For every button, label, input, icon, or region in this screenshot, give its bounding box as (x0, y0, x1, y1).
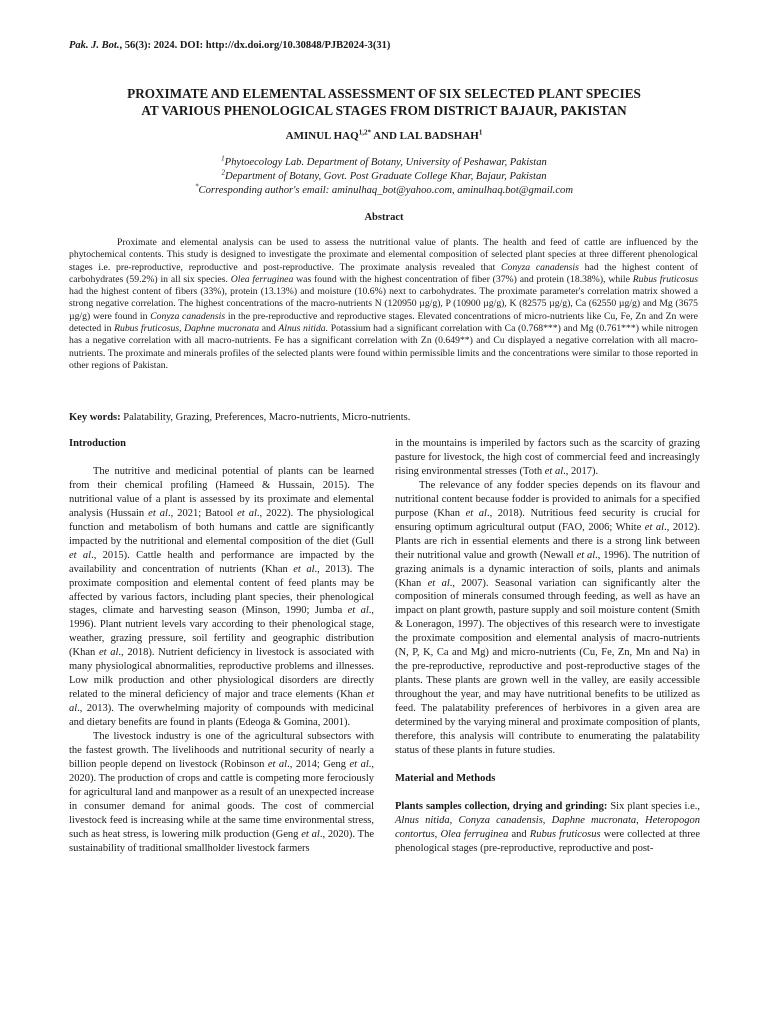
methods-subheading: Plants samples collection, drying and grinding: (395, 800, 608, 812)
methods-heading: Material and Methods (395, 772, 496, 784)
methods-paragraph-1: Plants samples collection, drying and grinding: Six plant species i.e., Alnus nitida, Conyza canadensis, Daphne mucronata, Heteropogon contortus, Olea ferruginea and Rubus fruticosus were collected at three phenological stages (pre-reproductive, reproductive and post- (395, 800, 701, 854)
keywords-list: Palatability, Grazing, Preferences, Macro-nutrients, Micro-nutrients. (120, 412, 411, 423)
abstract-heading: Abstract (364, 212, 404, 223)
right-column (395, 437, 700, 856)
introduction-heading: Introduction (69, 438, 126, 449)
intro-paragraph-3: The relevance of any fodder species depends on its flavour and nutritional content because fodder is provided to animals for a specified purpose (Khan et al., 2018). Nutritious feed security is crucial for ensuring optimum agricultural output (FAO, 2006; White et al., 2012). Plants are rich in essential elements and there is a strong link between their nutritional value and growth (Newall et al., 1996). The nutrition of grazing animals is a dynamic interaction of soils, plants and animals (Khan et al., 2007). Seasonal variation can significantly alter the composition of minerals consumed through feeding, as well as have an impact on plant growth, pasture supply and soil moisture content (Smith & Loneragon, 1997). The objectives of this research were to investigate the proximate composition and elemental analysis of macro-nutrients (N, P, K, Ca and Mg) and micro-nutrients (Cu, Fe, Zn, Mn and Na) in the pre-reproductive, reproductive and post-reproductive stages of the plants. These plants are grown well in the valley, are easily accessible throughout the year, and may have nutritional benefits to be utilized as feed. The palatability preferences of herbivores in a given area are determined by the varying mineral and proximate composition of plants, therefore, this analysis will contribute to enumerating the palatability status of these plants in future studies. (395, 479, 701, 756)
affiliations (60, 156, 708, 198)
affiliation-2 (60, 170, 708, 184)
title-line-2: AT VARIOUS PHENOLOGICAL STAGES FROM DISTRICT BAJAUR, PAKISTAN (141, 103, 627, 118)
author-1: AMINUL HAQ (285, 130, 359, 142)
affil-marker: * (195, 182, 199, 191)
journal-citation (69, 40, 390, 51)
affil-text: Corresponding author's email: aminulhaq_bot@yahoo.com, aminulhaq.bot@gmail.com (198, 185, 573, 196)
affiliation-1 (60, 156, 708, 170)
affil-marker: 2 (221, 168, 225, 177)
title-line-1: PROXIMATE AND ELEMENTAL ASSESSMENT OF SIX SELECTED PLANT SPECIES (127, 86, 641, 101)
author-list (60, 130, 708, 142)
corresponding-author (60, 184, 708, 198)
affil-text: Department of Botany, Govt. Post Graduate College Khar, Bajaur, Pakistan (224, 171, 547, 182)
keywords (69, 412, 698, 423)
intro-paragraph-2: The livestock industry is one of the agricultural subsectors with the fastest growth. The livelihoods and nutritional security of nearly a billion people depend on livestock (Robinson et al., 2014; Geng et al., 2020). The production of crops and cattle is competing more ferociously for agricultural land and manpower as a result of an unexpected increase in consumer demand for animal goods. The cost of commercial livestock feed is increasing while at the same time environmental stress, such as heat stress, is lowering milk production (Geng et al., 2020). The sustainability of traditional smallholder livestock farmers (69, 731, 375, 854)
doi-line: , 56(3): 2024. DOI: http://dx.doi.org/10.30848/PJB2024-3(31) (119, 40, 391, 51)
author-1-affil-marker: 1,2* (358, 128, 371, 137)
intro-paragraph-2-continued: in the mountains is imperiled by factors such as the scarcity of grazing pasture for livestock, the high cost of commercial feed and increasingly rising environmental stresses (Toth et al., 2017). (395, 438, 700, 477)
keywords-label: Key words: (69, 412, 121, 423)
abstract-text: Proximate and elemental analysis can be used to assess the nutritional value of plants. The health and feed of cattle are influenced by the phytochemical contents. This study is designed to investigate the proximate and elemental composition of selected plant species at three different phenological stages i.e. pre-reproductive, reproductive and post-reproductive. The proximate analysis revealed that Conyza canadensis had the highest content of carbohydrates (59.2%) in all six species. Olea ferruginea was found with the highest concentration of fiber (37%) and protein (18.38%), while Rubus fruticosus had the highest content of fibers (33%), protein (13.13%) and moisture (10.6%) next to carbohydrates. The proximate parameter's correlation matrix showed a strong negative correlation. The highest concentrations of the macro-nutrients N (120950 µg/g), P (10900 µg/g), K (82575 µg/g), Ca (62550 µg/g) and Mg (3675 µg/g) were found in Conyza canadensis in the pre-reproductive and reproductive stages. Elevated concentrations of micro-nutrients like Cu, Fe, Zn and Zn were detected in Rubus fruticosus, Daphne mucronata and Alnus nitida. Potassium had a significant correlation with Ca (0.768***) and Mg (0.761***) while nitrogen has a negative correlation with all macro-nutrients. Fe has a significant correlation with Zn (0.649**) and Cu displayed a negative correlation with all macro-nutrients. The proximate and minerals profiles of the selected plants were found within permissible limits and the concentrations were similar to those reported in other regions of Pakistan. (69, 237, 699, 371)
affil-marker: 1 (221, 154, 225, 163)
intro-paragraph-1: The nutritive and medicinal potential of plants can be learned from their chemical profiling (Hameed & Hussain, 2015). The nutritional value of a plant is assessed by its proximate and elemental analysis (Hussain et al., 2021; Batool et al., 2022). The physiological function and metabolism of both humans and cattle are significantly impacted by the nutritional and elemental composition of the diet (Gull et al., 2015). Cattle health and performance are impacted by the availability and concentration of nutrients (Khan et al., 2013). The proximate composition and elemental content of feed plants may be affected by various factors, including plant species, their phenological stages, climate and harvesting season (Minson, 1990; Jumba et al., 1996). Plant nutrient levels vary according to their phenological stage, weather, grazing pressure, soil fertility and geographic distribution (Khan et al., 2018). Nutrient deficiency in livestock is associated with many physiological abnormalities, reproductive problems and illnesses. Low milk production and other physiological disorders are directly related to the mineral deficiency of major and trace elements (Khan et al., 2013). The overwhelming majority of compounds with medicinal and dietary benefits are found in plants (Edeoga & Gomina, 2001). (69, 465, 374, 729)
journal-name: Pak. J. Bot. (69, 40, 120, 51)
paper-title (60, 85, 708, 119)
author-2-affil-marker: 1 (478, 128, 483, 137)
author-2: AND LAL BADSHAH (370, 130, 479, 142)
affil-text: Phytoecology Lab. Department of Botany, University of Peshawar, Pakistan (224, 157, 547, 168)
left-column (69, 437, 374, 856)
